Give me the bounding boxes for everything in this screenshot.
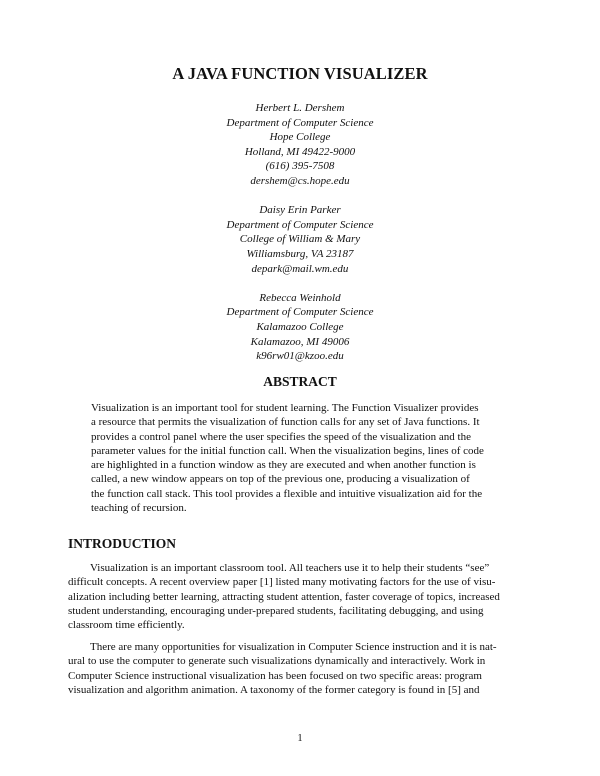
author-block-dershem <box>0 101 600 189</box>
paper-title: A JAVA FUNCTION VISUALIZER <box>172 64 428 83</box>
introduction-paragraph-2 <box>68 640 538 697</box>
author-name: Herbert L. Dershem <box>255 102 345 114</box>
paragraph-line: difficult concepts. A recent overview paper [1] listed many motivating factors for the use of visu- <box>68 576 496 589</box>
author-department: Department of Computer Science <box>226 218 374 231</box>
author-department: Department of Computer Science <box>226 306 374 319</box>
abstract-line: a resource that permits the visualization of function calls for any set of Java functions. It <box>91 416 480 429</box>
author-address: Williamsburg, VA 23187 <box>246 247 354 260</box>
author-address: Holland, MI 49422-9000 <box>244 145 356 158</box>
author-institution: College of William & Mary <box>239 233 361 246</box>
paragraph-line: There are many opportunities for visualization in Computer Science instruction and it is nat- <box>90 641 497 653</box>
author-name: Rebecca Weinhold <box>259 291 341 304</box>
paragraph-line: alization including better learning, attracting student attention, faster coverage of topics, increased <box>68 590 500 603</box>
paragraph-line: ural to use the computer to generate such visualizations dynamically and interactively. Work in <box>68 655 486 668</box>
author-block-parker <box>0 203 600 276</box>
abstract-body <box>91 401 511 515</box>
author-institution: Kalamazoo College <box>256 320 344 333</box>
abstract-line: parameter values for the initial function call. When the visualization begins, lines of code <box>91 444 484 457</box>
paragraph-line: visualization and algorithm animation. A taxonomy of the former category is found in [5] and <box>68 683 480 696</box>
author-name: Daisy Erin Parker <box>259 204 341 217</box>
author-list <box>0 101 600 378</box>
author-email: dershem@cs.hope.edu <box>250 174 350 187</box>
page-number: 1 <box>297 733 303 744</box>
author-address: Kalamazoo, MI 49006 <box>250 335 350 348</box>
paragraph-line: Visualization is an important classroom tool. All teachers use it to help their students “see” <box>90 562 490 574</box>
abstract-line: Visualization is an important tool for student learning. The Function Visualizer provides <box>91 402 479 414</box>
abstract-heading: ABSTRACT <box>263 374 337 389</box>
author-email: depark@mail.wm.edu <box>251 262 349 275</box>
abstract-line: the function call stack. This tool provides a flexible and intuitive visualization aid for the <box>91 487 483 500</box>
paragraph-line: student understanding, encouraging under-prepared students, facilitating debugging, and using <box>68 604 484 617</box>
abstract-line: provides a control panel where the user specifies the speed of the visualization and the <box>91 430 471 443</box>
author-phone: (616) 395-7508 <box>265 160 335 173</box>
paragraph-line: Computer Science instructional visualization has been focused on two specific areas: program <box>68 669 482 682</box>
author-department: Department of Computer Science <box>226 116 374 129</box>
introduction-paragraph-1 <box>68 561 538 632</box>
abstract-line: called, a new window appears on top of the previous one, producing a visualization of <box>91 473 470 486</box>
abstract-line: are highlighted in a function window as they are executed and when another function is <box>91 459 476 472</box>
author-email: k96rw01@kzoo.edu <box>256 350 344 363</box>
author-institution: Hope College <box>269 131 331 144</box>
introduction-heading: INTRODUCTION <box>68 536 177 551</box>
author-block-weinhold <box>0 291 600 364</box>
abstract-line: teaching of recursion. <box>91 502 187 515</box>
paragraph-line: classroom time efficiently. <box>68 619 185 632</box>
